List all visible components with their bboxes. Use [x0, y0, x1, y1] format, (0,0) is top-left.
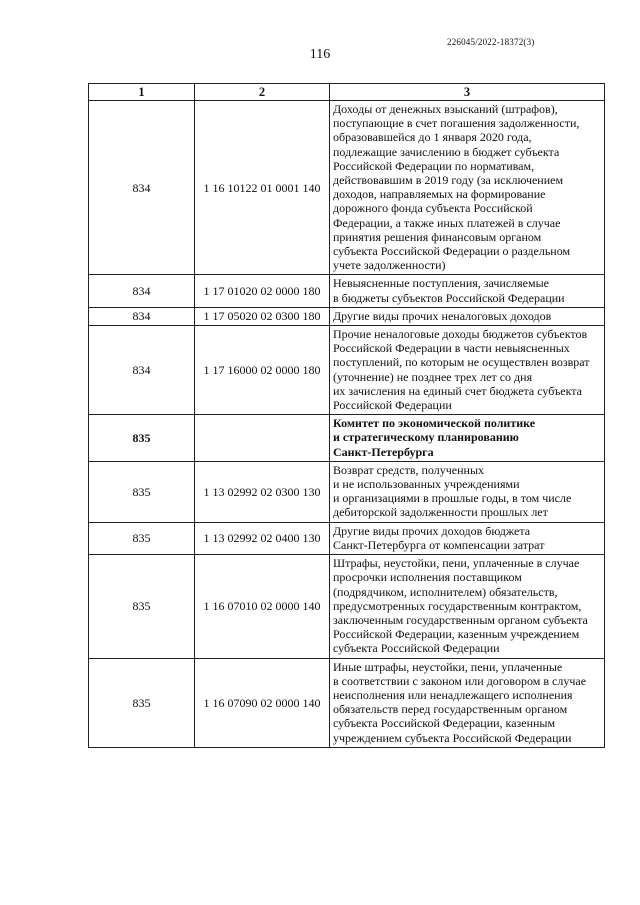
kbk-code-cell: 1 16 10122 01 0001 140 — [195, 101, 330, 275]
description-cell: Другие виды прочих доходов бюджета Санкт-Петербурга от компенсации затрат — [330, 522, 605, 554]
admin-code-cell: 834 — [89, 326, 195, 415]
budget-revenue-table — [88, 83, 605, 748]
column-header-2: 2 — [195, 84, 330, 101]
document-id: 226045/2022-18372(3) — [447, 37, 535, 47]
table-row — [89, 658, 605, 747]
table-row — [89, 522, 605, 554]
admin-code-cell: 834 — [89, 307, 195, 325]
description-cell: Прочие неналоговые доходы бюджетов субъектов Российской Федерации в части невыясненных поступлений, по которым не осуществлен возврат (уточнение) не позднее трех лет со дня их зачисления на единый счет бюджета субъекта Российской Федерации — [330, 326, 605, 415]
description-cell: Невыясненные поступления, зачисляемые в бюджеты субъектов Российской Федерации — [330, 275, 605, 307]
admin-code-cell: 835 — [89, 522, 195, 554]
table-row — [89, 275, 605, 307]
page-number: 116 — [309, 47, 331, 62]
admin-code-cell: 835 — [89, 658, 195, 747]
kbk-code-cell: 1 16 07010 02 0000 140 — [195, 555, 330, 658]
kbk-code-cell: 1 17 05020 02 0300 180 — [195, 307, 330, 325]
kbk-code-cell: 1 17 01020 02 0000 180 — [195, 275, 330, 307]
admin-code-cell: 835 — [89, 415, 195, 462]
kbk-code-cell: 1 13 02992 02 0300 130 — [195, 461, 330, 522]
description-cell: Другие виды прочих неналоговых доходов — [330, 307, 605, 325]
table-header-row — [89, 84, 605, 101]
description-cell: Иные штрафы, неустойки, пени, уплаченные в соответствии с законом или договором в случае неисполнения или ненадлежащего исполнения обязательств перед государственным органом субъекта Российской Федерации, казенным учреждением субъекта Российской Федерации — [330, 658, 605, 747]
admin-code-cell: 835 — [89, 461, 195, 522]
kbk-code-cell: 1 16 07090 02 0000 140 — [195, 658, 330, 747]
table-row — [89, 461, 605, 522]
admin-code-cell: 834 — [89, 101, 195, 275]
table-row — [89, 307, 605, 325]
kbk-code-cell — [195, 415, 330, 462]
kbk-code-cell: 1 17 16000 02 0000 180 — [195, 326, 330, 415]
admin-code-cell: 835 — [89, 555, 195, 658]
description-cell: Штрафы, неустойки, пени, уплаченные в случае просрочки исполнения поставщиком (подрядчиком, исполнителем) обязательств, предусмотренных государственным контрактом, заключенным государственным органом субъекта Российской Федерации, казенным учреждением субъекта Российской Федерации — [330, 555, 605, 658]
admin-code-cell: 834 — [89, 275, 195, 307]
table-row — [89, 326, 605, 415]
description-cell: Доходы от денежных взысканий (штрафов), поступающие в счет погашения задолженности, образовавшейся до 1 января 2020 года, подлежащие зачислению в бюджет субъекта Российской Федерации по нормативам, действовавшим в 2019 году (за исключением доходов, направляемых на формирование дорожного фонда субъекта Российской Федерации, а также иных платежей в случае принятия решения финансовым органом субъекта Российской Федерации о раздельном учете задолженности) — [330, 101, 605, 275]
administrator-heading-row — [89, 415, 605, 462]
column-header-1: 1 — [89, 84, 195, 101]
kbk-code-cell: 1 13 02992 02 0400 130 — [195, 522, 330, 554]
administrator-name-cell: Комитет по экономической политике и стратегическому планированию Санкт-Петербурга — [330, 415, 605, 462]
column-header-3: 3 — [330, 84, 605, 101]
table-row — [89, 101, 605, 275]
table-row — [89, 555, 605, 658]
description-cell: Возврат средств, полученных и не использованных учреждениями и организациями в прошлые годы, в том числе дебиторской задолженности прошлых лет — [330, 461, 605, 522]
